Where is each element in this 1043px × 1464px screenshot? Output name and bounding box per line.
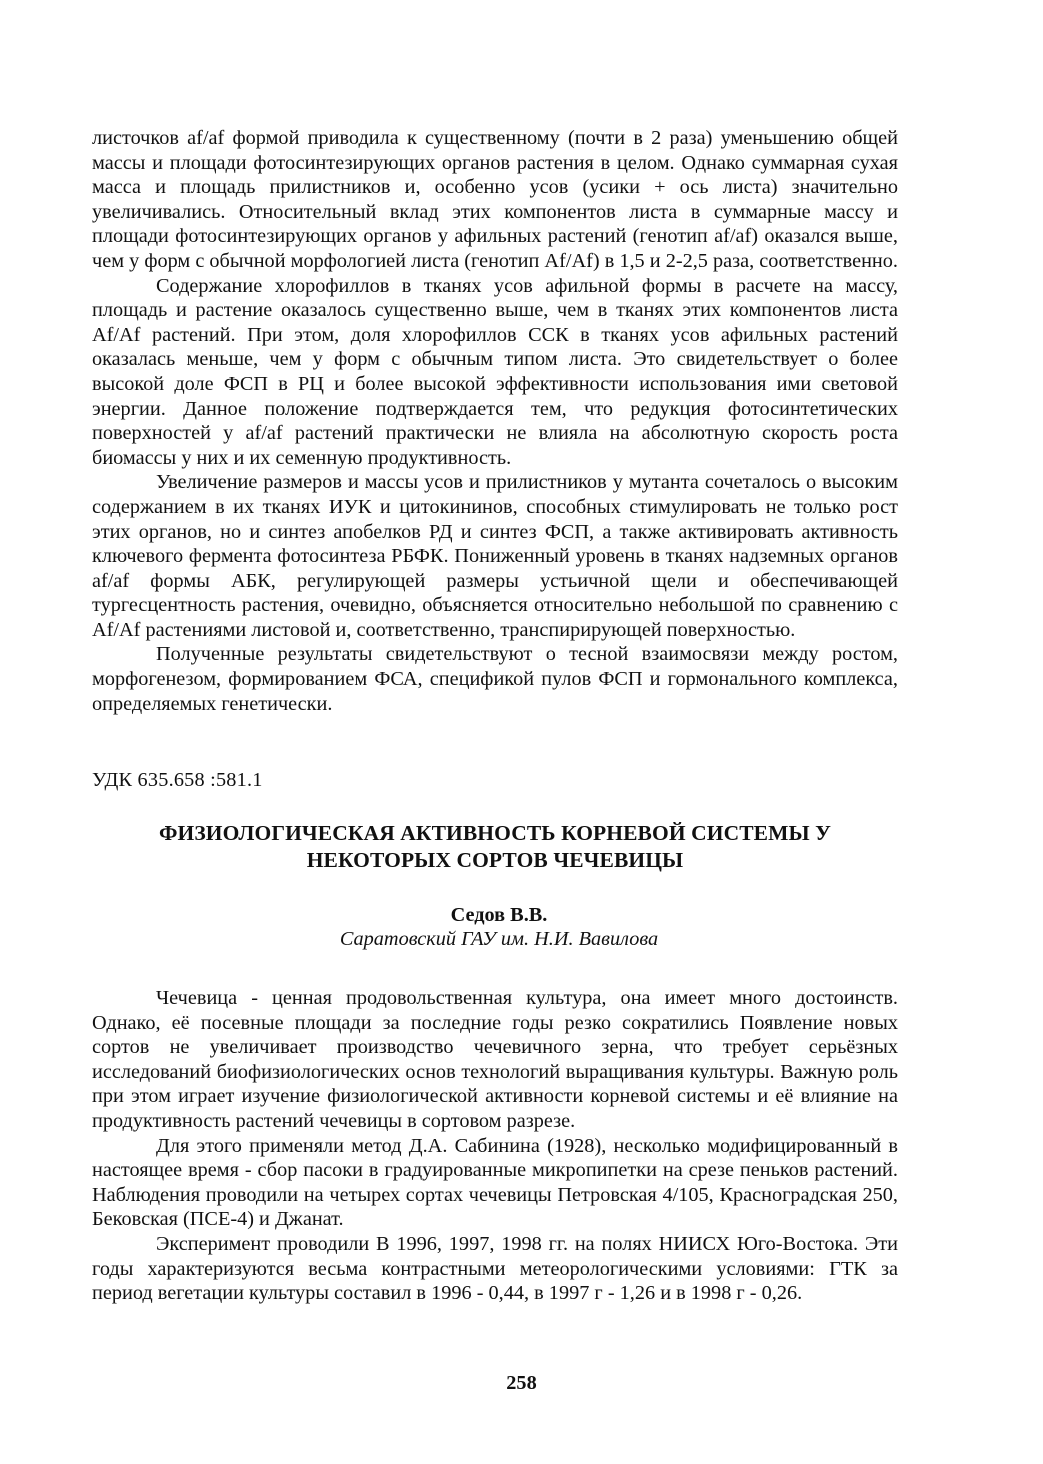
article-paragraph-2: Для этого применяли метод Д.А. Сабинина (1928), несколько модифицированный в настоящее время - сбор пасоки в градуированные микропипетки на срезе пеньков растений. Наблюдения проводили на четырех сортах чечевицы Петровская 4/105, Красноградская 250, Бековская (ПСЕ-4) и Джанат. xyxy=(92,1134,898,1231)
continued-paragraph-1: листочков af/af формой приводила к существенному (почти в 2 раза) уменьшению общей массы и площади фотосинтезирующих органов растения в целом. Однако суммарная сухая масса и площадь прилистников и, особенно усов (усики + ось листа) значительно увеличивались. Относительный вклад этих компонентов листа в суммарные массу и площади фотосинтезирующих органов у афильных растений (генотип af/af) оказался выше, чем у форм с обычной морфологией листа (генотип Af/Af) в 1,5 и 2-2,5 раза, соответственно. xyxy=(92,127,898,272)
continued-paragraph-4: Полученные результаты свидетельствуют о тесной взаимосвязи между ростом, морфогенезом, формированием ФСА, спецификой пулов ФСП и гормонального комплекса, определяемых генетически. xyxy=(92,643,898,715)
page-body xyxy=(92,126,898,1306)
continued-paragraph-2: Содержание хлорофиллов в тканях усов афильной формы в расчете на массу, площадь и растение оказалось существенно выше, чем в тканях этих компонентов листа Af/Af растений. При этом, доля хлорофиллов ССК в тканях усов афильных растений оказалась меньше, чем у форм с обычным типом листа. Это свидетельствует о более высокой доле ФСП в РЦ и более высокой эффективности использования ими световой энергии. Данное положение подтверждается тем, что редукция фотосинтетических поверхностей у af/af растений практически не влияла на абсолютную скорость роста биомассы у них и их семенную продуктивность. xyxy=(92,274,898,469)
article-title: ФИЗИОЛОГИЧЕСКАЯ АКТИВНОСТЬ КОРНЕВОЙ СИСТЕМЫ У НЕКОТОРЫХ СОРТОВ ЧЕЧЕВИЦЫ xyxy=(158,820,832,873)
article-paragraph-3: Эксперимент проводили В 1996, 1997, 1998 гг. на полях НИИСХ Юго-Востока. Эти годы характеризуются весьма контрастными метеорологическими условиями: ГТК за период вегетации культуры составил в 1996 - 0,44, в 1997 г - 1,26 и в 1998 г - 0,26. xyxy=(92,1232,898,1305)
article-author: Седов В.В. xyxy=(450,903,548,926)
article-affiliation: Саратовский ГАУ им. Н.И. Вавилова xyxy=(339,928,659,951)
udk-code: УДК 635.658 :581.1 xyxy=(92,769,263,792)
page-number: 258 xyxy=(506,1372,537,1394)
article-paragraph-1: Чечевица - ценная продовольственная культура, она имеет много достоинств. Однако, её посевные площади за последние годы резко сократились Появление новых сортов не увеличивает производство чечевичного зерна, что требует серьёзных исследований биофизиологических основ технологий выращивания культуры. Важную роль при этом играет изучение физиологической активности корневой системы и её влияние на продуктивность растений чечевицы в сортовом разрезе. xyxy=(92,987,898,1132)
continued-paragraph-3: Увеличение размеров и массы усов и прилистников у мутанта сочеталось о высоким содержанием в их тканях ИУК и цитокининов, способных стимулировать не только рост этих органов, но и синтез апобелков РД и синтез ФСП, а также активировать активность ключевого фермента фотосинтеза РБФК. Пониженный уровень в тканях надземных органов af/af формы АБК, регулирующей размеры устьичной щели и обеспечивающей тургесцентность растения, очевидно, объясняется относительно небольшой по сравнению с Af/Af растениями листовой и, соответственно, транспирирующей поверхностью. xyxy=(92,471,898,641)
